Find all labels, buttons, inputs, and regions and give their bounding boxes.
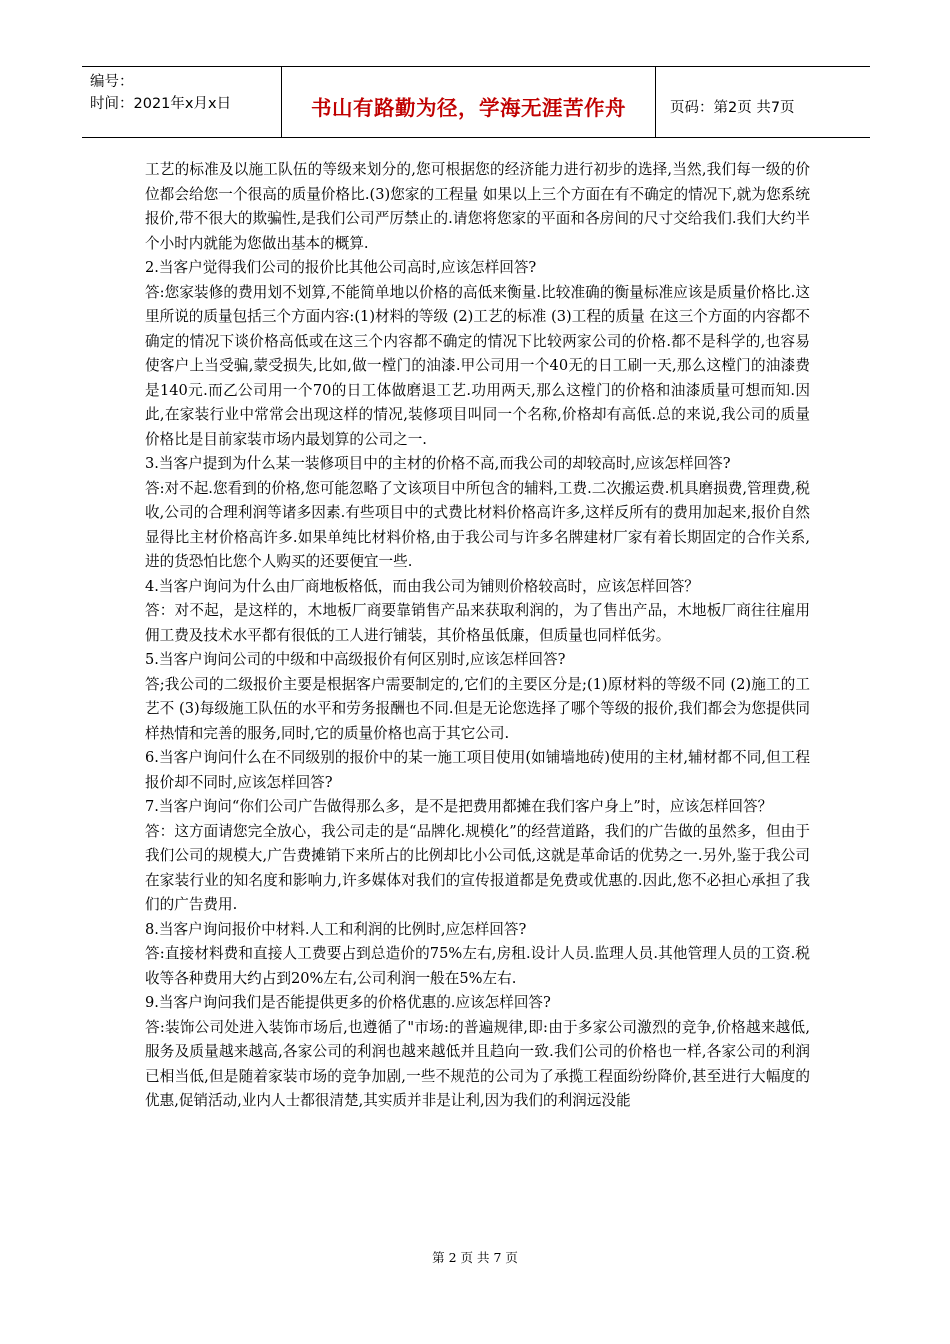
header-page-number: 页码：第2页 共7页 [670, 99, 795, 116]
answer-paragraph: 答;我公司的二级报价主要是根据客户需要制定的,它们的主要区分是;(1)原材料的等级不同 (2)施工的工艺不 (3)每级施工队伍的水平和劳务报酬也不同.但是无论您选择了哪个等级的报价,我们都会为您提供同样热情和完善的服务,同时,它的质量价格也高于其它公司. [145, 675, 810, 742]
answer-paragraph: 答:对不起.您看到的价格,您可能忽略了文该项目中所包含的辅料,工费.二次搬运费.机具磨损费,管理费,税收,公司的合理利润等诸多因素.有些项目中的式费比材料价格高许多,这样反所有的费用加起来,报价自然显得比主材价格高许多.如果单纯比材料价格,由于我公司与许多名牌建材厂家有着长期固定的合作关系,进的货恐怕比您个人购买的还要便宜一些. [145, 479, 810, 570]
question-heading: 9.当客户询问我们是否能提供更多的价格优惠的.应该怎样回答? [145, 994, 551, 1011]
document-number-label: 编号： [90, 74, 134, 90]
header-meta [82, 67, 282, 137]
answer-paragraph: 答:装饰公司处进入装饰市场后,也遵循了"市场:的普遍规律,即:由于多家公司激烈的竞争,价格越来越低,服务及质量越来越高,各家公司的利润也越来越低并且趋向一致.我们公司的价格也一样,各家公司的利润已相当低,但是随着家装市场的竞争加剧,一些不规范的公司为了承揽工程面纷纷降价,甚至进行大幅度的优惠,促销活动,业内人士都很清楚,其实质并非是让利,因为我们的利润远没能 [145, 1018, 810, 1109]
question-heading: 5.当客户询问公司的中级和中高级报价有何区别时,应该怎样回答? [145, 651, 566, 668]
question-heading: 4.当客户询问为什么由厂商地板格低，而由我公司为铺则价格较高时，应该怎样回答？ [145, 577, 699, 595]
question-heading: 3.当客户提到为什么某一装修项目中的主材的价格不高,而我公司的却较高时,应该怎样回答? [145, 455, 731, 472]
answer-paragraph: 答：这方面请您完全放心，我公司走的是“品牌化.规模化”的经营道路，我们的广告做的虽然多，但由于我们公司的规模大,广告费摊销下来所占的比例却比小公司低,这就是革命话的优势之一.另外,鉴于我公司在家装行业的知名度和影响力,许多媒体对我们的宣传报道都是免费或优惠的.因此,您不必担心承担了我们的广告费用. [145, 822, 810, 913]
answer-paragraph: 答:直接材料费和直接人工费要占到总造价的75%左右,房租.设计人员.监理人员.其他管理人员的工资.税收等各种费用大约占到20%左右,公司利润一般在5%左右. [145, 945, 810, 987]
paragraph: 工艺的标准及以施工队伍的等级来划分的,您可根据您的经济能力进行初步的选择,当然,我们每一级的价位都会给您一个很高的质量价格比.(3)您家的工程量 如果以上三个方面在有不确定的情况下,就为您系统报价,带不很大的欺骗性,是我们公司严厉禁止的.请您将您家的平面和各房间的尺寸交给我们.我们大约半个小时内就能为您做出基本的概算. [145, 161, 810, 252]
question-heading: 7.当客户询问“你们公司广告做得那么多，是不是把费用都摊在我们客户身上”时，应该怎样回答？ [145, 798, 773, 815]
page-header [82, 66, 870, 138]
question-heading: 6.当客户询问什么在不同级别的报价中的某一施工项目使用(如铺墙地砖)使用的主材,辅材都不同,但工程报价却不同时,应该怎样回答? [145, 749, 810, 791]
page-footer: 第 2 页 共 7 页 [432, 1250, 518, 1265]
answer-paragraph: 答：对不起，是这样的，木地板厂商要靠销售产品来获取利润的，为了售出产品，木地板厂商往往雇用佣工费及技术水平都有很低的工人进行铺装，其价格虽低廉，但质量也同样低劣。 [145, 602, 810, 644]
header-motto: 书山有路勤为径，学海无涯苦作舟 [282, 67, 656, 137]
document-body [145, 158, 810, 1114]
document-time-label: 时间：2021年x月x日 [90, 96, 232, 112]
question-heading: 2.当客户觉得我们公司的报价比其他公司高时,应该怎样回答? [145, 259, 537, 276]
question-heading: 8.当客户询问报价中材料.人工和利润的比例时,应怎样回答? [145, 920, 527, 938]
answer-paragraph: 答:您家装修的费用划不划算,不能简单地以价格的高低来衡量.比较准确的衡量标准应该是质量价格比.这里所说的质量包括三个方面内容:(1)材料的等级 (2)工艺的标准 (3)工程的质量 在这三个方面的内容都不确定的情况下谈价格高低或在这三个内容都不确定的情况下比较两家公司的价格.都不是科学的,也容易使客户上当受骗,蒙受损失,比如,做一樘门的油漆.甲公司用一个40无的日工刷一天,那么这樘门的油漆费是140元.而乙公司用一个70的日工体做磨退工艺.功用两天,那么这樘门的价格和油漆质量可想而知.因此,在家装行业中常常会出现这样的情况,装修项目叫同一个名称,价格却有高低.总的来说,我公司的质量价格比是目前家装市场内最划算的公司之一. [145, 283, 810, 448]
